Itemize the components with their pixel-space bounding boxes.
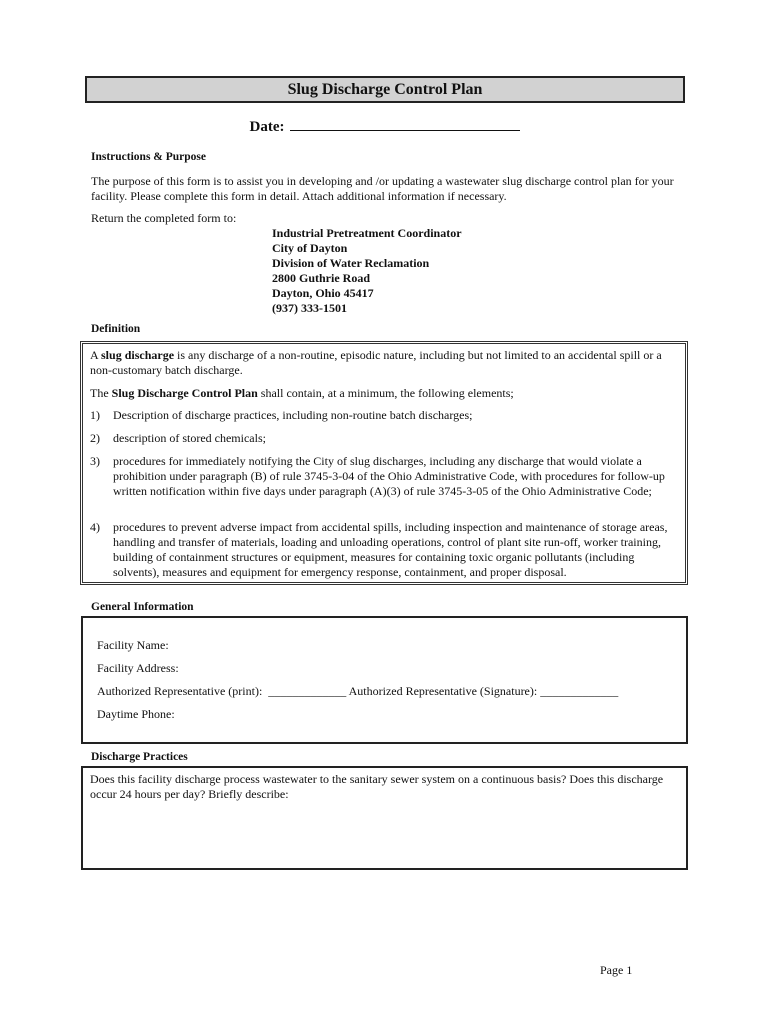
- instructions-paragraph: The purpose of this form is to assist you in developing and /or updating a wastewater slug discharge control plan for your facility. Please complete this form in detail. Attach additional information if necessary.: [91, 174, 674, 203]
- facility-address-field[interactable]: Facility Address:: [97, 661, 179, 675]
- definition-heading: Definition: [91, 323, 141, 335]
- address-line: City of Dayton: [272, 241, 348, 255]
- item-text: procedures to prevent adverse impact from accidental spills, including inspection and maintenance of storage areas, handling and transfer of materials, loading and unloading operations, control of plant site run-off, worker training, building of containment structures or equipment, measures for containing toxic organic pollutants (including solvents), measures and equipment for emergency response, containment, and proper disposal.: [113, 520, 668, 579]
- item-number: 3): [90, 454, 100, 468]
- general-heading: General Information: [91, 601, 194, 613]
- return-address: [272, 226, 462, 316]
- discharge-heading: Discharge Practices: [91, 751, 188, 763]
- term: slug discharge: [101, 348, 175, 362]
- item-text: Description of discharge practices, including non-routine batch discharges;: [113, 408, 473, 422]
- authorized-representative-field[interactable]: Authorized Representative (print): _____________ Authorized Representative (Signature): _____________: [97, 684, 619, 698]
- address-line: 2800 Guthrie Road: [272, 271, 371, 285]
- definition-intro: [90, 348, 675, 378]
- address-line: Industrial Pretreatment Coordinator: [272, 226, 462, 240]
- list-item: [90, 520, 675, 580]
- text: The: [90, 386, 112, 400]
- text: is any discharge of a non-routine, episodic nature, including but not limited to an accidental spill or a non-customary batch discharge.: [90, 348, 662, 377]
- discharge-practices-box[interactable]: [81, 766, 688, 870]
- item-number: 4): [90, 520, 100, 534]
- definition-box: [80, 341, 688, 585]
- address-line: Division of Water Reclamation: [272, 256, 430, 270]
- text: shall contain, at a minimum, the following elements;: [257, 386, 514, 400]
- return-label: Return the completed form to:: [91, 211, 237, 225]
- date-line[interactable]: [290, 116, 520, 131]
- item-text: procedures for immediately notifying the City of slug discharges, including any discharge that would violate a prohibition under paragraph (B) of rule 3745-3-04 of the Ohio Administrative Code, with procedures for follow-up written notification within five days under paragraph (A)(3) of rule 3745-3-05 of the Ohio Administrative Code;: [113, 454, 665, 498]
- term: Slug Discharge Control Plan: [111, 386, 258, 400]
- list-item: [90, 454, 675, 499]
- page-number: Page 1: [600, 963, 633, 977]
- item-number: 2): [90, 431, 100, 445]
- date-field: [0, 116, 770, 136]
- instructions-heading: Instructions & Purpose: [91, 151, 207, 163]
- address-line: Dayton, Ohio 45417: [272, 286, 374, 300]
- item-number: 1): [90, 408, 100, 422]
- list-item: [90, 408, 675, 423]
- list-item: [90, 431, 675, 446]
- text: A: [90, 348, 102, 362]
- address-line: (937) 333-1501: [272, 301, 347, 315]
- discharge-question: Does this facility discharge process wastewater to the sanitary sewer system on a continuous basis? Does this discharge occur 24 hours per day? Briefly describe:: [90, 772, 664, 801]
- facility-name-field[interactable]: Facility Name:: [97, 638, 169, 652]
- page-title: Slug Discharge Control Plan: [85, 76, 685, 103]
- date-label: Date:: [249, 119, 285, 135]
- daytime-phone-field[interactable]: Daytime Phone:: [97, 707, 175, 721]
- general-info-box: [81, 616, 688, 744]
- plan-intro: [90, 386, 675, 401]
- item-text: description of stored chemicals;: [113, 431, 266, 445]
